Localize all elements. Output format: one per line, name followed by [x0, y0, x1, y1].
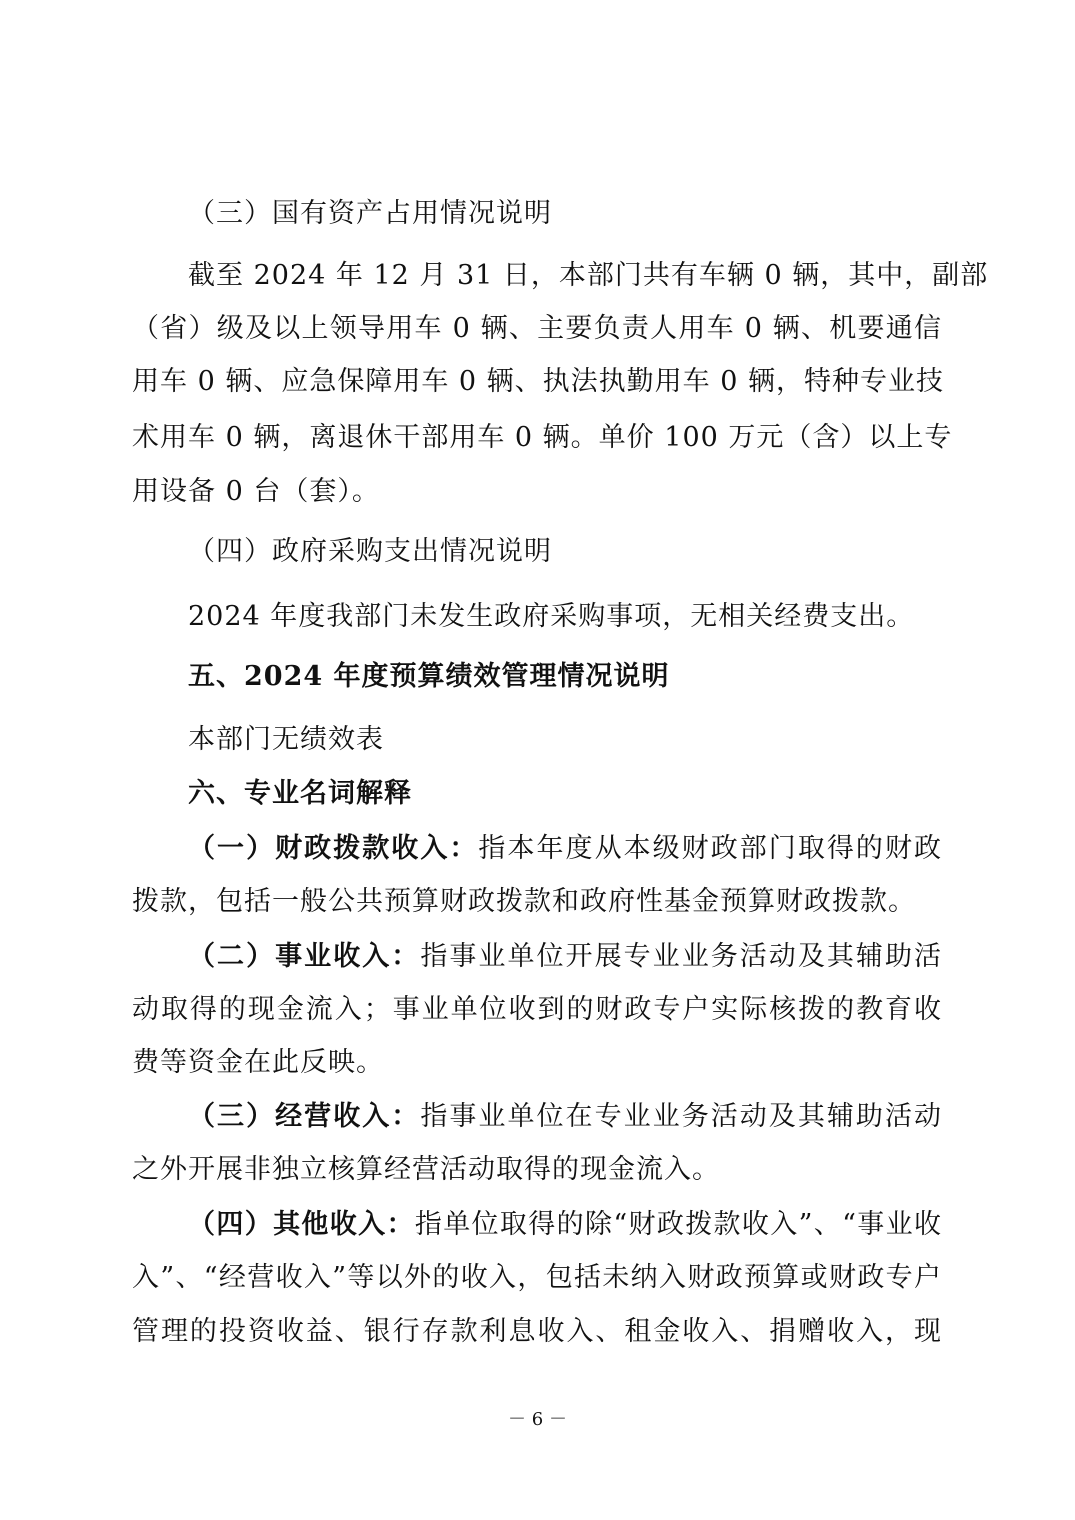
section-heading-glossary: 六、专业名词解释: [188, 778, 412, 809]
glossary-term-line: [188, 1205, 942, 1245]
paragraph-line: 截至 2024 年 12 月 31 日，本部门共有车辆 0 辆，其中，副部: [188, 260, 989, 291]
paragraph-line: 用车 0 辆、应急保障用车 0 辆、执法执勤用车 0 辆，特种专业技: [132, 366, 945, 397]
section-heading-assets: （三）国有资产占用情况说明: [188, 198, 552, 229]
glossary-definition: 指单位取得的除“财政拨款收入”、“事业收: [414, 1209, 942, 1240]
page-number: － 6 －: [508, 1409, 567, 1430]
paragraph-line: 动取得的现金流入；事业单位收到的财政专户实际核拨的教育收: [132, 994, 942, 1025]
glossary-term-line: [188, 829, 942, 869]
paragraph-line: 拨款，包括一般公共预算财政拨款和政府性基金预算财政拨款。: [132, 886, 916, 917]
paragraph-line: 2024 年度我部门未发生政府采购事项，无相关经费支出。: [188, 601, 915, 632]
paragraph-line: 术用车 0 辆，离退休干部用车 0 辆。单价 100 万元（含）以上专: [132, 422, 953, 453]
paragraph-line: 管理的投资收益、银行存款利息收入、租金收入、捐赠收入，现: [132, 1316, 942, 1347]
paragraph-line: 用设备 0 台（套）。: [132, 476, 380, 507]
section-heading-procurement: （四）政府采购支出情况说明: [188, 536, 552, 567]
glossary-definition: 指事业单位开展专业业务活动及其辅助活: [420, 941, 943, 972]
paragraph-line: （省）级及以上领导用车 0 辆、主要负责人用车 0 辆、机要通信: [132, 313, 942, 344]
section-heading-performance: 五、2024 年度预算绩效管理情况说明: [188, 661, 670, 692]
paragraph-line: 入”、“经营收入”等以外的收入，包括未纳入财政预算或财政专户: [132, 1262, 942, 1293]
glossary-definition: 指本年度从本级财政部门取得的财政: [478, 833, 943, 864]
glossary-definition: 指事业单位在专业业务活动及其辅助活动: [420, 1101, 943, 1132]
glossary-term: （三）经营收入：: [188, 1101, 421, 1132]
glossary-term: （一）财政拨款收入：: [188, 833, 479, 864]
glossary-term: （四）其他收入：: [188, 1209, 415, 1240]
glossary-term: （二）事业收入：: [188, 941, 421, 972]
glossary-term-line: [188, 1097, 942, 1137]
paragraph-line: 之外开展非独立核算经营活动取得的现金流入。: [132, 1154, 720, 1185]
paragraph-line: 本部门无绩效表: [188, 724, 384, 755]
glossary-term-line: [188, 937, 942, 977]
paragraph-line: 费等资金在此反映。: [132, 1047, 384, 1078]
